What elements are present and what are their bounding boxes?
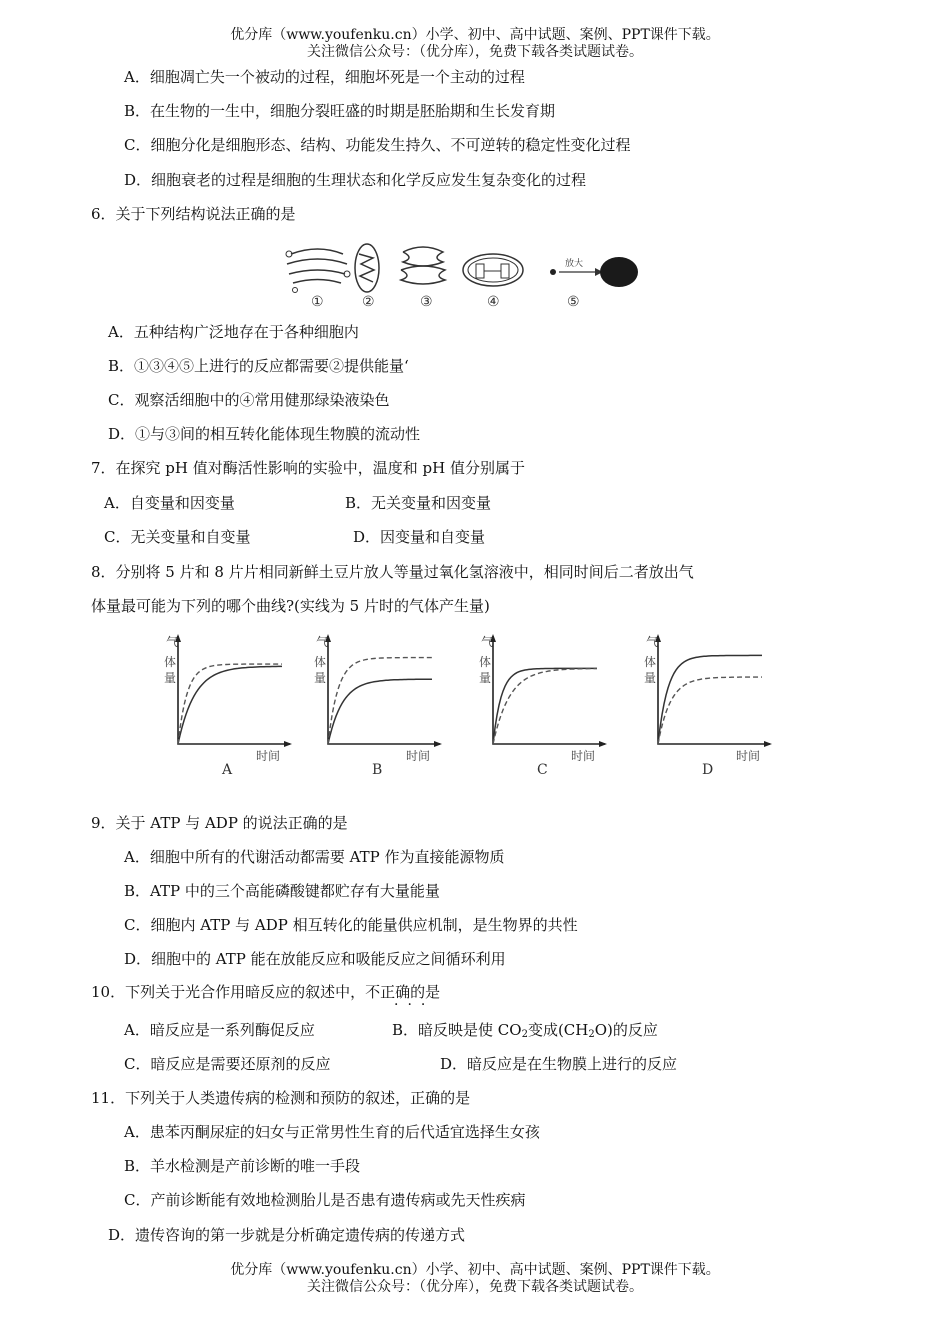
x-axis-label: 时间	[406, 749, 431, 763]
mitochondrion-icon	[355, 244, 379, 292]
q6-stem: 6．关于下列结构说法正确的是	[91, 205, 296, 223]
chart-label: C	[537, 762, 548, 778]
x-axis-label: 时间	[256, 749, 281, 763]
q10-option-d: D．暗反应是在生物膜上进行的反应	[440, 1055, 678, 1073]
x-axis-label: 时间	[571, 749, 596, 763]
q6-organelle-figure	[283, 240, 643, 310]
chart-c	[479, 634, 607, 778]
x-axis-arrow	[434, 741, 442, 747]
series-5-pieces-line	[493, 668, 597, 744]
series-5-pieces-line	[658, 655, 762, 744]
header-line-2: 关注微信公众号：（优分库），免费下载各类试题试卷。	[307, 44, 643, 60]
figure-label-1: ①	[311, 294, 324, 310]
chloroplast-icon	[463, 254, 523, 286]
y-axis-label-2: 量	[164, 671, 177, 685]
y-axis-label-top: 气	[316, 635, 329, 649]
x-axis-arrow	[599, 741, 607, 747]
y-axis-label: 体	[164, 655, 177, 669]
q7-option-a: A．自变量和因变量	[104, 494, 235, 512]
y-axis-label-top: 气	[166, 635, 179, 649]
chart-d	[644, 634, 772, 778]
y-axis-label: 体	[479, 655, 492, 669]
q7-option-c: C．无关变量和自变量	[104, 528, 251, 546]
ribosome-icon	[550, 257, 638, 287]
chart-axes	[658, 636, 770, 744]
q7-stem: 7．在探究 pH 值对酶活性影响的实验中，温度和 pH 值分别属于	[91, 459, 525, 477]
chart-label: A	[222, 762, 233, 778]
chart-axes	[328, 636, 440, 744]
q9-stem: 9．关于 ATP 与 ADP 的说法正确的是	[91, 814, 348, 832]
q11-option-b: B．羊水检测是产前诊断的唯一手段	[124, 1157, 361, 1175]
q5-option-a: A．细胞凋亡失一个被动的过程，细胞坏死是一个主动的过程	[124, 68, 525, 86]
q11-stem: 11．下列关于人类遗传病的检测和预防的叙述，正确的是	[91, 1089, 471, 1107]
figure-label-5: ⑤	[567, 294, 580, 310]
series-8-pieces-line	[658, 677, 762, 744]
chart-b	[314, 634, 442, 778]
q11-option-c: C．产前诊断能有效地检测胎儿是否患有遗传病或先天性疾病	[124, 1191, 526, 1209]
q6-option-a: A．五种结构广泛地存在于各种细胞内	[108, 323, 359, 341]
q8-gas-volume-charts	[160, 630, 800, 780]
y-axis-label-2: 量	[314, 671, 327, 685]
y-axis-label-2: 量	[644, 671, 657, 685]
figure-label-2: ②	[362, 294, 375, 310]
q11-option-d: D．遗传咨询的第一步就是分析确定遗传病的传递方式	[108, 1226, 466, 1244]
q7-option-d: D．因变量和自变量	[353, 528, 486, 546]
chart-label: B	[372, 762, 383, 778]
y-axis-label: 体	[314, 655, 327, 669]
chart-a	[164, 634, 292, 778]
page-header	[0, 27, 950, 61]
q8-stem-line-2: 体量最可能为下列的哪个曲线?(实线为 5 片时的气体产生量)	[91, 597, 490, 615]
series-8-pieces-line	[178, 664, 282, 744]
chart-label: D	[702, 762, 714, 778]
q5-option-d: D．细胞衰老的过程是细胞的生理状态和化学反应发生复杂变化的过程	[124, 171, 587, 189]
y-axis-label-top: 气	[481, 635, 494, 649]
q9-option-b: B．ATP 中的三个高能磷酸键都贮存有大量能量	[124, 882, 440, 900]
q7-option-b: B．无关变量和因变量	[345, 494, 492, 512]
golgi-apparatus-icon	[286, 249, 350, 293]
y-axis-label-2: 量	[479, 671, 492, 685]
q10-option-c: C．暗反应是需要还原剂的反应	[124, 1055, 331, 1073]
q9-option-a: A．细胞中所有的代谢活动都需要 ATP 作为直接能源物质	[124, 848, 505, 866]
x-axis-label: 时间	[736, 749, 761, 763]
footer-line-1: 优分库（www.youfenku.cn）小学、初中、高中试题、案例、PPT课件下载。	[230, 1262, 720, 1278]
q10-option-b: B．暗反映是使 $CO_2$变成$(CH_2O)$的反应	[392, 1021, 658, 1040]
q6-option-b: B．①③④⑤上进行的反应都需要②提供能量‘	[108, 357, 409, 375]
figure-label-4: ④	[487, 294, 500, 310]
chart-axes	[493, 636, 605, 744]
y-axis-label: 体	[644, 655, 657, 669]
q6-option-d: D．①与③间的相互转化能体现生物膜的流动性	[108, 425, 421, 443]
q9-option-c: C．细胞内 ATP 与 ADP 相互转化的能量供应机制，是生物界的共性	[124, 916, 578, 934]
header-line-1: 优分库（www.youfenku.cn）小学、初中、高中试题、案例、PPT课件下载。	[230, 27, 720, 43]
x-axis-arrow	[284, 741, 292, 747]
q10-stem: 10．下列关于光合作用暗反应的叙述中，不正确的是	[91, 983, 441, 1001]
q5-option-b: B．在生物的一生中，细胞分裂旺盛的时期是胚胎期和生长发育期	[124, 102, 556, 120]
series-5-pieces-line	[328, 679, 432, 744]
q8-stem-line-1: 8．分别将 5 片和 8 片片相同新鲜土豆片放人等量过氧化氢溶液中，相同时间后二者放出气	[91, 563, 694, 581]
endoplasmic-reticulum-icon	[401, 247, 445, 284]
chart-axes	[178, 636, 290, 744]
q10-option-a: A．暗反应是一系列酶促反应	[124, 1021, 315, 1039]
q11-option-a: A．患苯丙酮尿症的妇女与正常男性生育的后代适宜选择生女孩	[124, 1123, 540, 1141]
magnify-label: 放大	[565, 259, 584, 269]
q5-option-c: C．细胞分化是细胞形态、结构、功能发生持久、不可逆转的稳定性变化过程	[124, 136, 631, 154]
q10-emphasis-dots: ···	[394, 997, 435, 1013]
page-footer	[0, 1262, 950, 1296]
figure-label-3: ③	[420, 294, 433, 310]
y-axis-label-top: 气	[646, 635, 659, 649]
footer-line-2: 关注微信公众号：（优分库），免费下载各类试题试卷。	[307, 1279, 643, 1295]
q6-option-c: C．观察活细胞中的④常用健那绿染液染色	[108, 391, 390, 409]
x-axis-arrow	[764, 741, 772, 747]
q9-option-d: D．细胞中的 ATP 能在放能反应和吸能反应之间循环利用	[124, 950, 506, 968]
